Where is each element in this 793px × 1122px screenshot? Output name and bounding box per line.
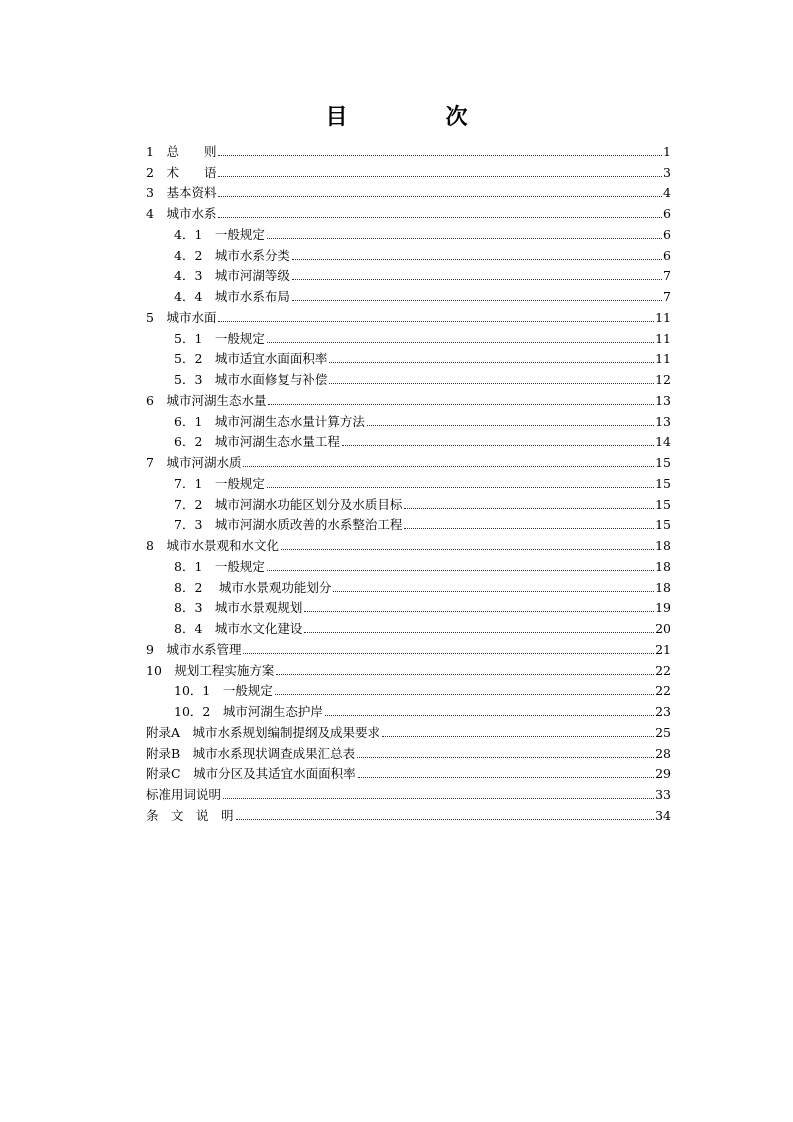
toc-entry[interactable] [146, 553, 671, 574]
toc-entry-page-number: 19 [655, 600, 671, 616]
toc-entry-page-number: 15 [655, 475, 671, 491]
toc-entry-label: 8．4 城市水文化建设 [174, 621, 303, 636]
toc-entry-page-number: 14 [655, 434, 671, 450]
dot-leader [357, 757, 654, 758]
toc-entry[interactable] [146, 491, 671, 512]
table-of-contents [146, 138, 671, 823]
toc-entry-page-number: 18 [655, 538, 671, 553]
dot-leader [236, 819, 655, 820]
toc-entry[interactable] [146, 221, 671, 242]
toc-entry-page-number: 11 [655, 330, 671, 346]
toc-entry-page-number: 25 [655, 724, 671, 740]
dot-leader [218, 321, 654, 322]
toc-entry-label: 10．2 城市河湖生态护岸 [174, 704, 323, 719]
toc-entry[interactable] [146, 574, 671, 595]
toc-entry-page-number: 15 [655, 496, 671, 512]
toc-entry-page-number: 22 [655, 662, 671, 678]
toc-entry-label: 8．1 一般规定 [174, 558, 265, 574]
toc-entry[interactable] [146, 304, 671, 325]
toc-entry-label: 6．1 城市河湖生态水量计算方法 [174, 413, 365, 429]
toc-entry-page-number: 11 [655, 309, 671, 325]
toc-entry-label: 7．3 城市河湖水质改善的水系整治工程 [174, 517, 403, 533]
toc-entry-page-number: 7 [663, 268, 671, 284]
dot-leader [218, 196, 662, 197]
toc-entry-page-number: 6 [663, 247, 671, 263]
toc-entry[interactable] [146, 512, 671, 533]
toc-entry-page-number: 18 [655, 558, 671, 574]
toc-entry[interactable] [146, 346, 671, 367]
toc-entry[interactable] [146, 615, 671, 636]
dot-leader [218, 176, 662, 177]
toc-entry[interactable] [146, 761, 671, 782]
toc-entry-label: 5．3 城市水面修复与补偿 [174, 372, 328, 387]
dot-leader [329, 383, 654, 384]
dot-leader [268, 404, 654, 405]
toc-entry[interactable] [146, 429, 671, 450]
toc-entry[interactable] [146, 636, 671, 657]
dot-leader [275, 694, 654, 695]
toc-entry-page-number: 6 [663, 226, 671, 242]
toc-entry[interactable] [146, 781, 671, 802]
dot-leader [333, 591, 654, 592]
toc-entry-label: 附录A 城市水系规划编制提纲及成果要求 [146, 724, 381, 740]
toc-entry[interactable] [146, 657, 671, 678]
toc-entry[interactable] [146, 283, 671, 304]
toc-entry[interactable] [146, 200, 671, 221]
toc-entry-label: 6．2 城市河湖生态水量工程 [174, 434, 340, 450]
dot-leader [329, 362, 654, 363]
toc-entry-label: 4．2 城市水系分类 [174, 247, 290, 263]
toc-entry-label: 8．3 城市水景观规划 [174, 600, 303, 616]
toc-entry-label: 4 城市水系 [146, 206, 217, 221]
toc-entry-label: 3 基本资料 [146, 185, 217, 201]
toc-entry-page-number: 3 [663, 164, 671, 180]
dot-leader [404, 528, 654, 529]
toc-entry[interactable] [146, 449, 671, 470]
dot-leader [223, 798, 654, 799]
toc-entry-label: 6 城市河湖生态水量 [146, 392, 267, 408]
dot-leader [267, 570, 654, 571]
toc-entry[interactable] [146, 325, 671, 346]
toc-entry[interactable] [146, 159, 671, 180]
dot-leader [281, 549, 654, 550]
toc-entry-label: 9 城市水系管理 [146, 641, 242, 657]
toc-entry-label: 1 总 则 [146, 143, 217, 159]
toc-entry[interactable] [146, 138, 671, 159]
dot-leader [292, 259, 662, 260]
toc-entry-label: 8 城市水景观和水文化 [146, 538, 279, 553]
toc-entry[interactable] [146, 802, 671, 823]
dot-leader [325, 715, 654, 716]
dot-leader [382, 736, 654, 737]
dot-leader [292, 300, 662, 301]
dot-leader [218, 155, 662, 156]
dot-leader [404, 508, 654, 509]
toc-entry-label: 5 城市水面 [146, 309, 217, 325]
toc-entry[interactable] [146, 532, 671, 553]
toc-entry-page-number: 11 [655, 351, 671, 367]
toc-entry-label: 4．1 一般规定 [174, 226, 265, 242]
toc-entry[interactable] [146, 678, 671, 699]
dot-leader [267, 342, 654, 343]
toc-entry-label: 2 术 语 [146, 164, 217, 180]
toc-entry[interactable] [146, 719, 671, 740]
toc-entry-label: 7．1 一般规定 [174, 475, 265, 491]
toc-entry-page-number: 22 [655, 683, 671, 699]
dot-leader [218, 217, 662, 218]
toc-entry-label: 标准用词说明 [146, 787, 222, 802]
dot-leader [243, 653, 654, 654]
toc-entry[interactable] [146, 263, 671, 284]
toc-entry-page-number: 18 [655, 579, 671, 595]
toc-entry-label: 5．2 城市适宜水面面积率 [174, 351, 328, 367]
toc-entry[interactable] [146, 366, 671, 387]
toc-entry-page-number: 34 [655, 807, 671, 823]
toc-entry-page-number: 28 [655, 745, 671, 761]
toc-entry-page-number: 23 [655, 704, 671, 719]
toc-entry-label: 4．3 城市河湖等级 [174, 268, 290, 284]
toc-entry[interactable] [146, 470, 671, 491]
toc-entry-label: 5．1 一般规定 [174, 330, 265, 346]
toc-entry-page-number: 29 [655, 766, 671, 782]
toc-entry-page-number: 1 [663, 143, 671, 159]
dot-leader [304, 611, 654, 612]
toc-entry-label: 10．1 一般规定 [174, 683, 273, 699]
toc-entry-label: 附录B 城市水系现状调查成果汇总表 [146, 745, 356, 761]
toc-entry-page-number: 21 [655, 641, 671, 657]
toc-entry-label: 条 文 说 明 [146, 807, 234, 823]
toc-entry-label: 8．2 城市水景观功能划分 [174, 579, 332, 595]
toc-entry-page-number: 13 [655, 413, 671, 429]
page-title: 目 次 [325, 104, 506, 130]
dot-leader [367, 425, 654, 426]
dot-leader [267, 238, 662, 239]
toc-entry-label: 10 规划工程实施方案 [146, 662, 275, 678]
toc-entry[interactable] [146, 180, 671, 201]
toc-entry-page-number: 4 [663, 185, 671, 201]
toc-entry-label: 附录C 城市分区及其适宜水面面积率 [146, 766, 356, 782]
toc-entry[interactable] [146, 408, 671, 429]
dot-leader [243, 466, 654, 467]
toc-entry-page-number: 20 [655, 621, 671, 636]
dot-leader [304, 632, 654, 633]
toc-entry-page-number: 33 [655, 787, 671, 802]
toc-entry-label: 7 城市河湖水质 [146, 455, 242, 470]
toc-entry[interactable] [146, 242, 671, 263]
toc-entry[interactable] [146, 595, 671, 616]
toc-entry[interactable] [146, 698, 671, 719]
toc-entry-label: 4．4 城市水系布局 [174, 289, 290, 304]
dot-leader [292, 279, 662, 280]
dot-leader [267, 487, 654, 488]
toc-entry-page-number: 15 [655, 455, 671, 470]
toc-entry-label: 7．2 城市河湖水功能区划分及水质目标 [174, 496, 403, 512]
toc-entry-page-number: 7 [663, 289, 671, 304]
dot-leader [342, 445, 654, 446]
dot-leader [358, 777, 655, 778]
dot-leader [276, 674, 654, 675]
toc-entry[interactable] [146, 740, 671, 761]
toc-entry-page-number: 6 [663, 206, 671, 221]
toc-entry[interactable] [146, 387, 671, 408]
toc-entry-page-number: 13 [655, 392, 671, 408]
toc-entry-page-number: 12 [655, 372, 671, 387]
toc-entry-page-number: 15 [655, 517, 671, 533]
